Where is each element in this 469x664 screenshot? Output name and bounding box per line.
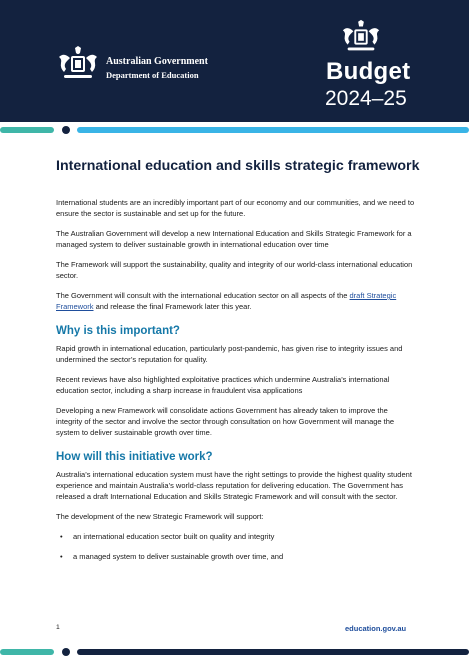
footer-website-link[interactable]: education.gov.au bbox=[345, 624, 407, 633]
footer-accent-dot bbox=[62, 648, 70, 656]
footer-accent-bar-green bbox=[0, 649, 54, 655]
why-paragraph: Recent reviews have also highlighted exploitative practices which undermine Australia’s international education sector, including a sharp increase in fraudulent visa applications bbox=[56, 375, 390, 395]
support-list bbox=[56, 531, 416, 562]
footer-accent-bar-navy bbox=[77, 649, 469, 655]
header-accent-bar-blue bbox=[77, 127, 469, 133]
government-logo bbox=[56, 46, 206, 86]
consultation-text: The Government will consult with the international education sector on all aspects of the bbox=[56, 291, 350, 300]
government-name: Australian Government bbox=[106, 56, 208, 67]
consultation-text-end: and release the final Framework later this year. bbox=[93, 302, 252, 311]
department-name: Department of Education bbox=[106, 70, 199, 80]
budget-coat-of-arms-icon bbox=[340, 18, 382, 56]
budget-label: Budget bbox=[326, 58, 411, 85]
how-paragraph: The development of the new Strategic Framework will support: bbox=[56, 512, 264, 521]
consultation-paragraph bbox=[56, 290, 416, 312]
intro-paragraph: The Framework will support the sustainability, quality and integrity of our world-class international education sector. bbox=[56, 260, 413, 280]
document-body bbox=[56, 197, 416, 571]
how-paragraph: Australia’s international education system must have the right settings to provide the highest quality student experience and maintain Australia’s world-class reputation for delivering education. The Government has released a draft International Education and Skills Strategic Framework and will consult with the sector. bbox=[56, 470, 412, 501]
list-item: • a managed system to deliver sustainable growth over time, and bbox=[56, 551, 416, 562]
budget-year: 2024–25 bbox=[325, 87, 407, 110]
list-item: • an international education sector built on quality and integrity bbox=[56, 531, 416, 542]
page-header bbox=[0, 0, 469, 122]
header-accent-bar-green bbox=[0, 127, 54, 133]
draft-framework-link[interactable]: draft Strategic Framework bbox=[56, 291, 397, 311]
coat-of-arms-icon bbox=[56, 46, 100, 82]
section-heading-how: How will this initiative work? bbox=[56, 451, 213, 463]
page-title: International education and skills strategic framework bbox=[56, 158, 420, 174]
intro-paragraph: The Australian Government will develop a new International Education and Skills Strategic Framework for a managed system to deliver sustainable growth in international education over time bbox=[56, 229, 412, 249]
why-paragraph: Developing a new Framework will consolidate actions Government has already taken to improve the integrity of the sector and involve the sector through consultation on how Government will manage the system to deliver sustainable growth over time. bbox=[56, 406, 395, 437]
why-paragraph: Rapid growth in international education, particularly post-pandemic, has given rise to integrity issues and undermined the sector’s reputation for quality. bbox=[56, 344, 403, 364]
intro-paragraph: International students are an incredibly important part of our economy and our communities, and we need to ensure the sector is sustainable and set up for the future. bbox=[56, 198, 415, 218]
section-heading-why: Why is this important? bbox=[56, 325, 180, 337]
page-number: 1 bbox=[56, 624, 60, 631]
header-accent-dot bbox=[62, 126, 70, 134]
